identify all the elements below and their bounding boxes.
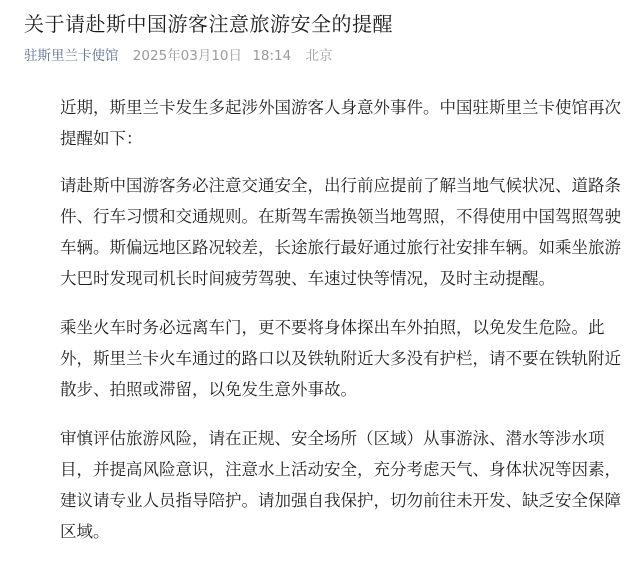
paragraph-traffic-safety: 请赴斯中国游客务必注意交通安全，出行前应提前了解当地气候状况、道路条件、行车习惯和交通规则。在斯驾车需换领当地驾照，不得使用中国驾照驾驶车辆。斯偏远地区路况较差，长途旅行最好通过旅行社安排车辆。如乘坐旅游大巴时发现司机长时间疲劳驾驶、车速过快等情况，及时主动提醒。: [60, 176, 621, 288]
article-meta: [24, 46, 333, 66]
publish-location: 北京: [305, 48, 333, 64]
paragraph-water-safety: 审慎评估旅游风险，请在正规、安全场所（区域）从事游泳、潜水等涉水项目，并提高风险意识，注意水上活动安全，充分考虑天气、身体状况等因素，建议请专业人员指导陪护。请加强自我保护，切勿前往未开发、缺乏安全保障区域。: [60, 429, 621, 541]
paragraph-intro: 近期，斯里兰卡发生多起涉外国游客人身意外事件。中国驻斯里兰卡使馆再次提醒如下：: [60, 98, 621, 148]
publish-time: 18:14: [252, 48, 292, 64]
account-name-link[interactable]: 驻斯里兰卡使馆: [24, 48, 119, 64]
publish-date: 2025年03月10日: [132, 48, 243, 64]
article-body: [60, 92, 632, 565]
paragraph-train-safety: 乘坐火车时务必远离车门，更不要将身体探出车外拍照，以免发生危险。此外，斯里兰卡火车通过的路口以及铁轨附近大多没有护栏，请不要在铁轨附近散步、拍照或滞留，以免发生意外事故。: [60, 318, 621, 399]
article-title: 关于请赴斯中国游客注意旅游安全的提醒: [24, 12, 393, 36]
